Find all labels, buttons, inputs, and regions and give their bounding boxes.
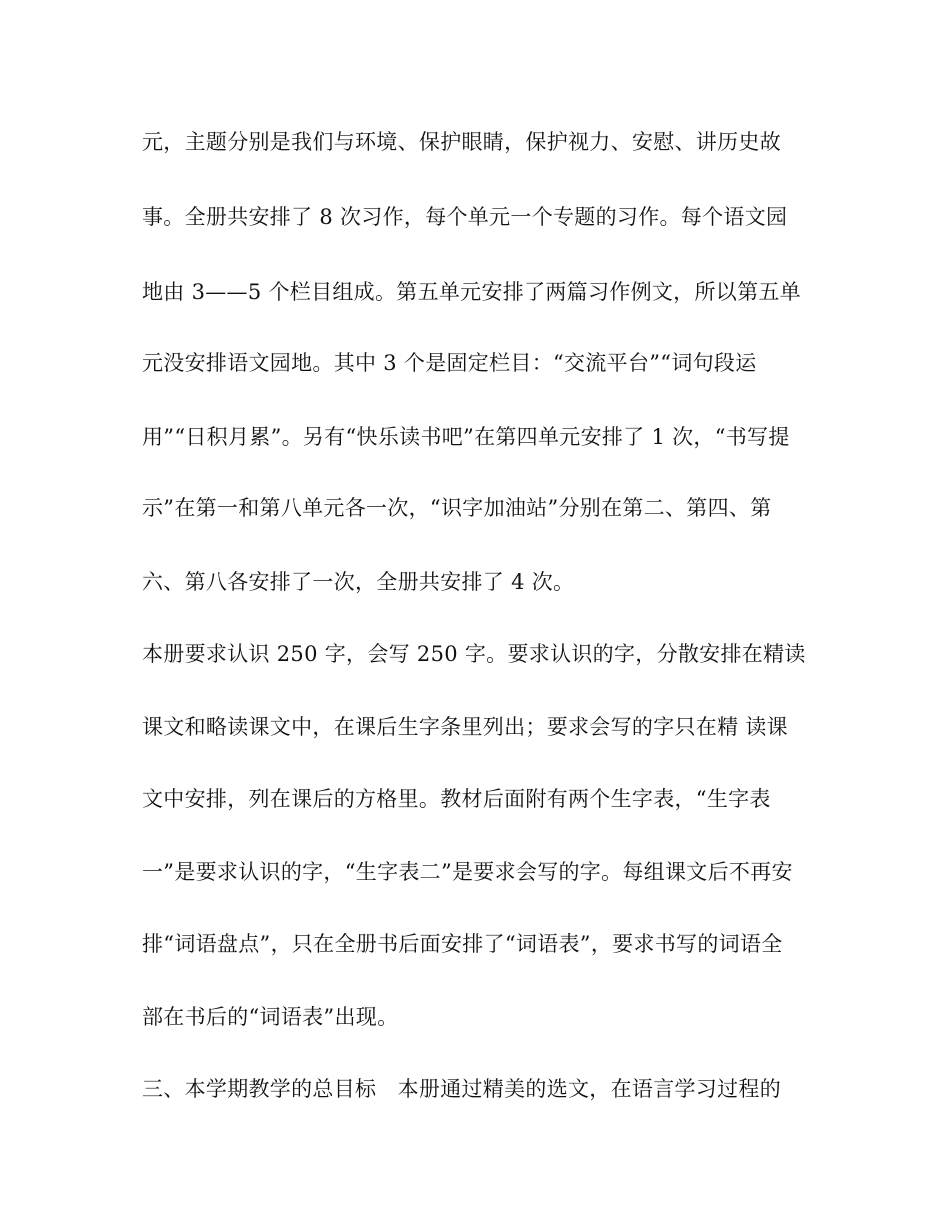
text-line: 示”在第一和第八单元各一次，“识字加油站”分别在第二、第四、第	[142, 496, 772, 520]
text-line: 排“词语盘点”，只在全册书后面安排了“词语表”，要求书写的词语全	[142, 932, 783, 956]
text-line: 元没安排语文园地。其中 3 个是固定栏目：“交流平台”“词句段运	[142, 351, 757, 375]
text-line: 地由 3——5 个栏目组成。第五单元安排了两篇习作例文，所以第五单	[142, 280, 801, 304]
text-line: 部在书后的“词语表”出现。	[142, 1005, 399, 1029]
text-line: 六、第八各安排了一次，全册共安排了 4 次。	[142, 570, 575, 594]
text-line: 事。全册共安排了 8 次习作，每个单元一个专题的习作。每个语文园	[142, 205, 788, 229]
text-line: 一”是要求认识的字，“生字表二”是要求会写的字。每组课文后不再安	[142, 860, 793, 884]
text-line: 三、本学期教学的总目标 本册通过精美的选文，在语言学习过程的	[142, 1077, 781, 1101]
text-line: 文中安排，列在课后的方格里。教材后面附有两个生字表，“生字表	[142, 787, 771, 811]
text-line: 元，主题分别是我们与环境、保护眼睛，保护视力、安慰、讲历史故	[142, 130, 781, 154]
text-line: 本册要求认识 250 字，会写 250 字。要求认识的字，分散安排在精读	[142, 642, 806, 666]
text-line: 课文和略读课文中，在课后生字条里列出；要求会写的字只在精 读课	[142, 715, 788, 739]
text-line: 用”“日积月累”。另有“快乐读书吧”在第四单元安排了 1 次，“书写提	[142, 425, 790, 449]
